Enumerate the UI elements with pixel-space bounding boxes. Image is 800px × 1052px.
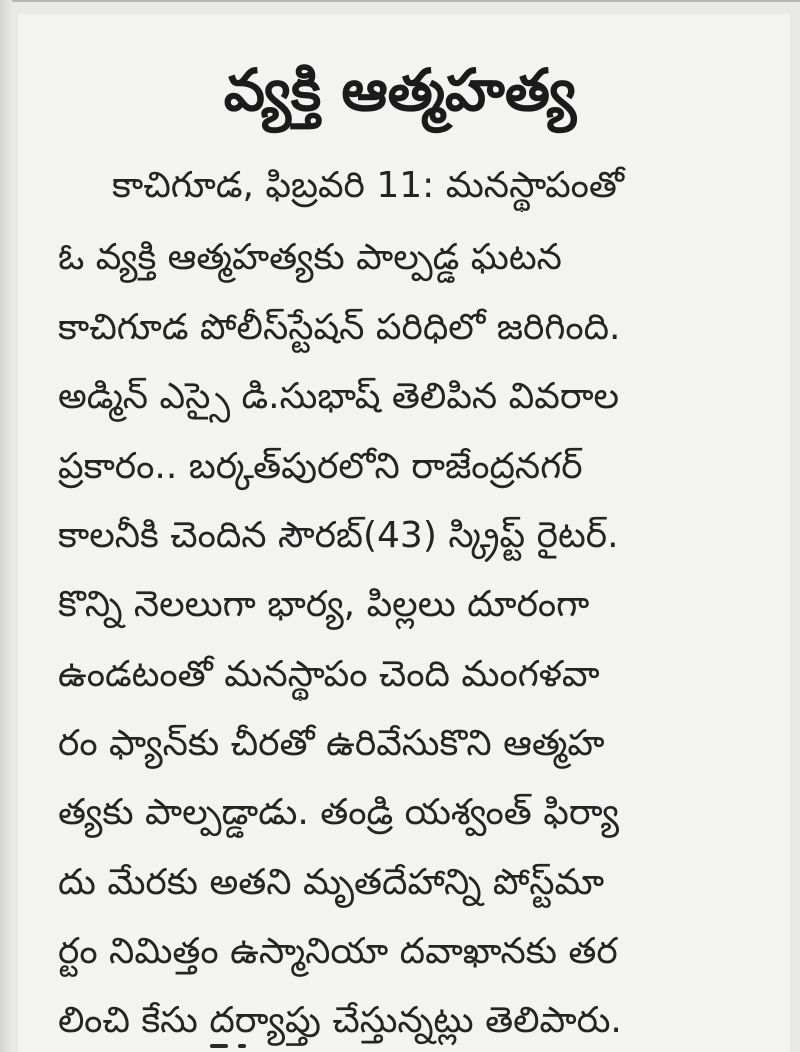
top-border-rule: [0, 0, 800, 2]
article-line-13: లించి కేసు దర్యాప్తు చేస్తున్నట్లు తెలిపారు.: [58, 1000, 622, 1041]
left-edge-shadow: [0, 0, 12, 1052]
cropped-next-line-fragment: [168, 1030, 768, 1052]
article-line-6: కాలనీకి చెందిన సౌరబ్(43) స్క్రిప్ట్ రైటర్.: [58, 515, 619, 556]
article-line-10: త్యకు పాల్పడ్డాడు. తండ్రి యశ్వంత్ ఫిర్యా: [58, 792, 620, 833]
article-line-5: ప్రకారం.. బర్కత్‌పురలోని రాజేంద్రనగర్: [58, 446, 583, 487]
article-line-1: కాచిగూడ, ఫిబ్రవరి 11: మనస్థాపంతో: [112, 165, 625, 206]
article-line-9: రం ఫ్యాన్‌కు చీరతో ఉరివేసుకొని ఆత్మహ: [58, 723, 605, 764]
article-line-2: ఓ వ్యక్తి ఆత్మహత్యకు పాల్పడ్డ ఘటన: [58, 237, 562, 278]
article-line-8: ఉండటంతో మనస్థాపం చెంది మంగళవా: [58, 654, 600, 695]
article-line-12: ర్టం నిమిత్తం ఉస్మానియా దవాఖానకు తర: [58, 931, 618, 972]
article-line-7: కొన్ని నెలలుగా భార్య, పిల్లలు దూరంగా: [58, 584, 590, 625]
article-line-3: కాచిగూడ పోలీస్‌స్టేషన్ పరిధిలో జరిగింది.: [58, 307, 621, 348]
article-headline: వ్యక్తి ఆత్మహత్య: [223, 56, 577, 124]
article-line-4: అడ్మిన్ ఎస్సై డి.సుభాష్ తెలిపిన వివరాల: [58, 376, 620, 417]
article-line-11: దు మేరకు అతని మృతదేహాన్ని పోస్ట్‌మా: [58, 862, 605, 903]
